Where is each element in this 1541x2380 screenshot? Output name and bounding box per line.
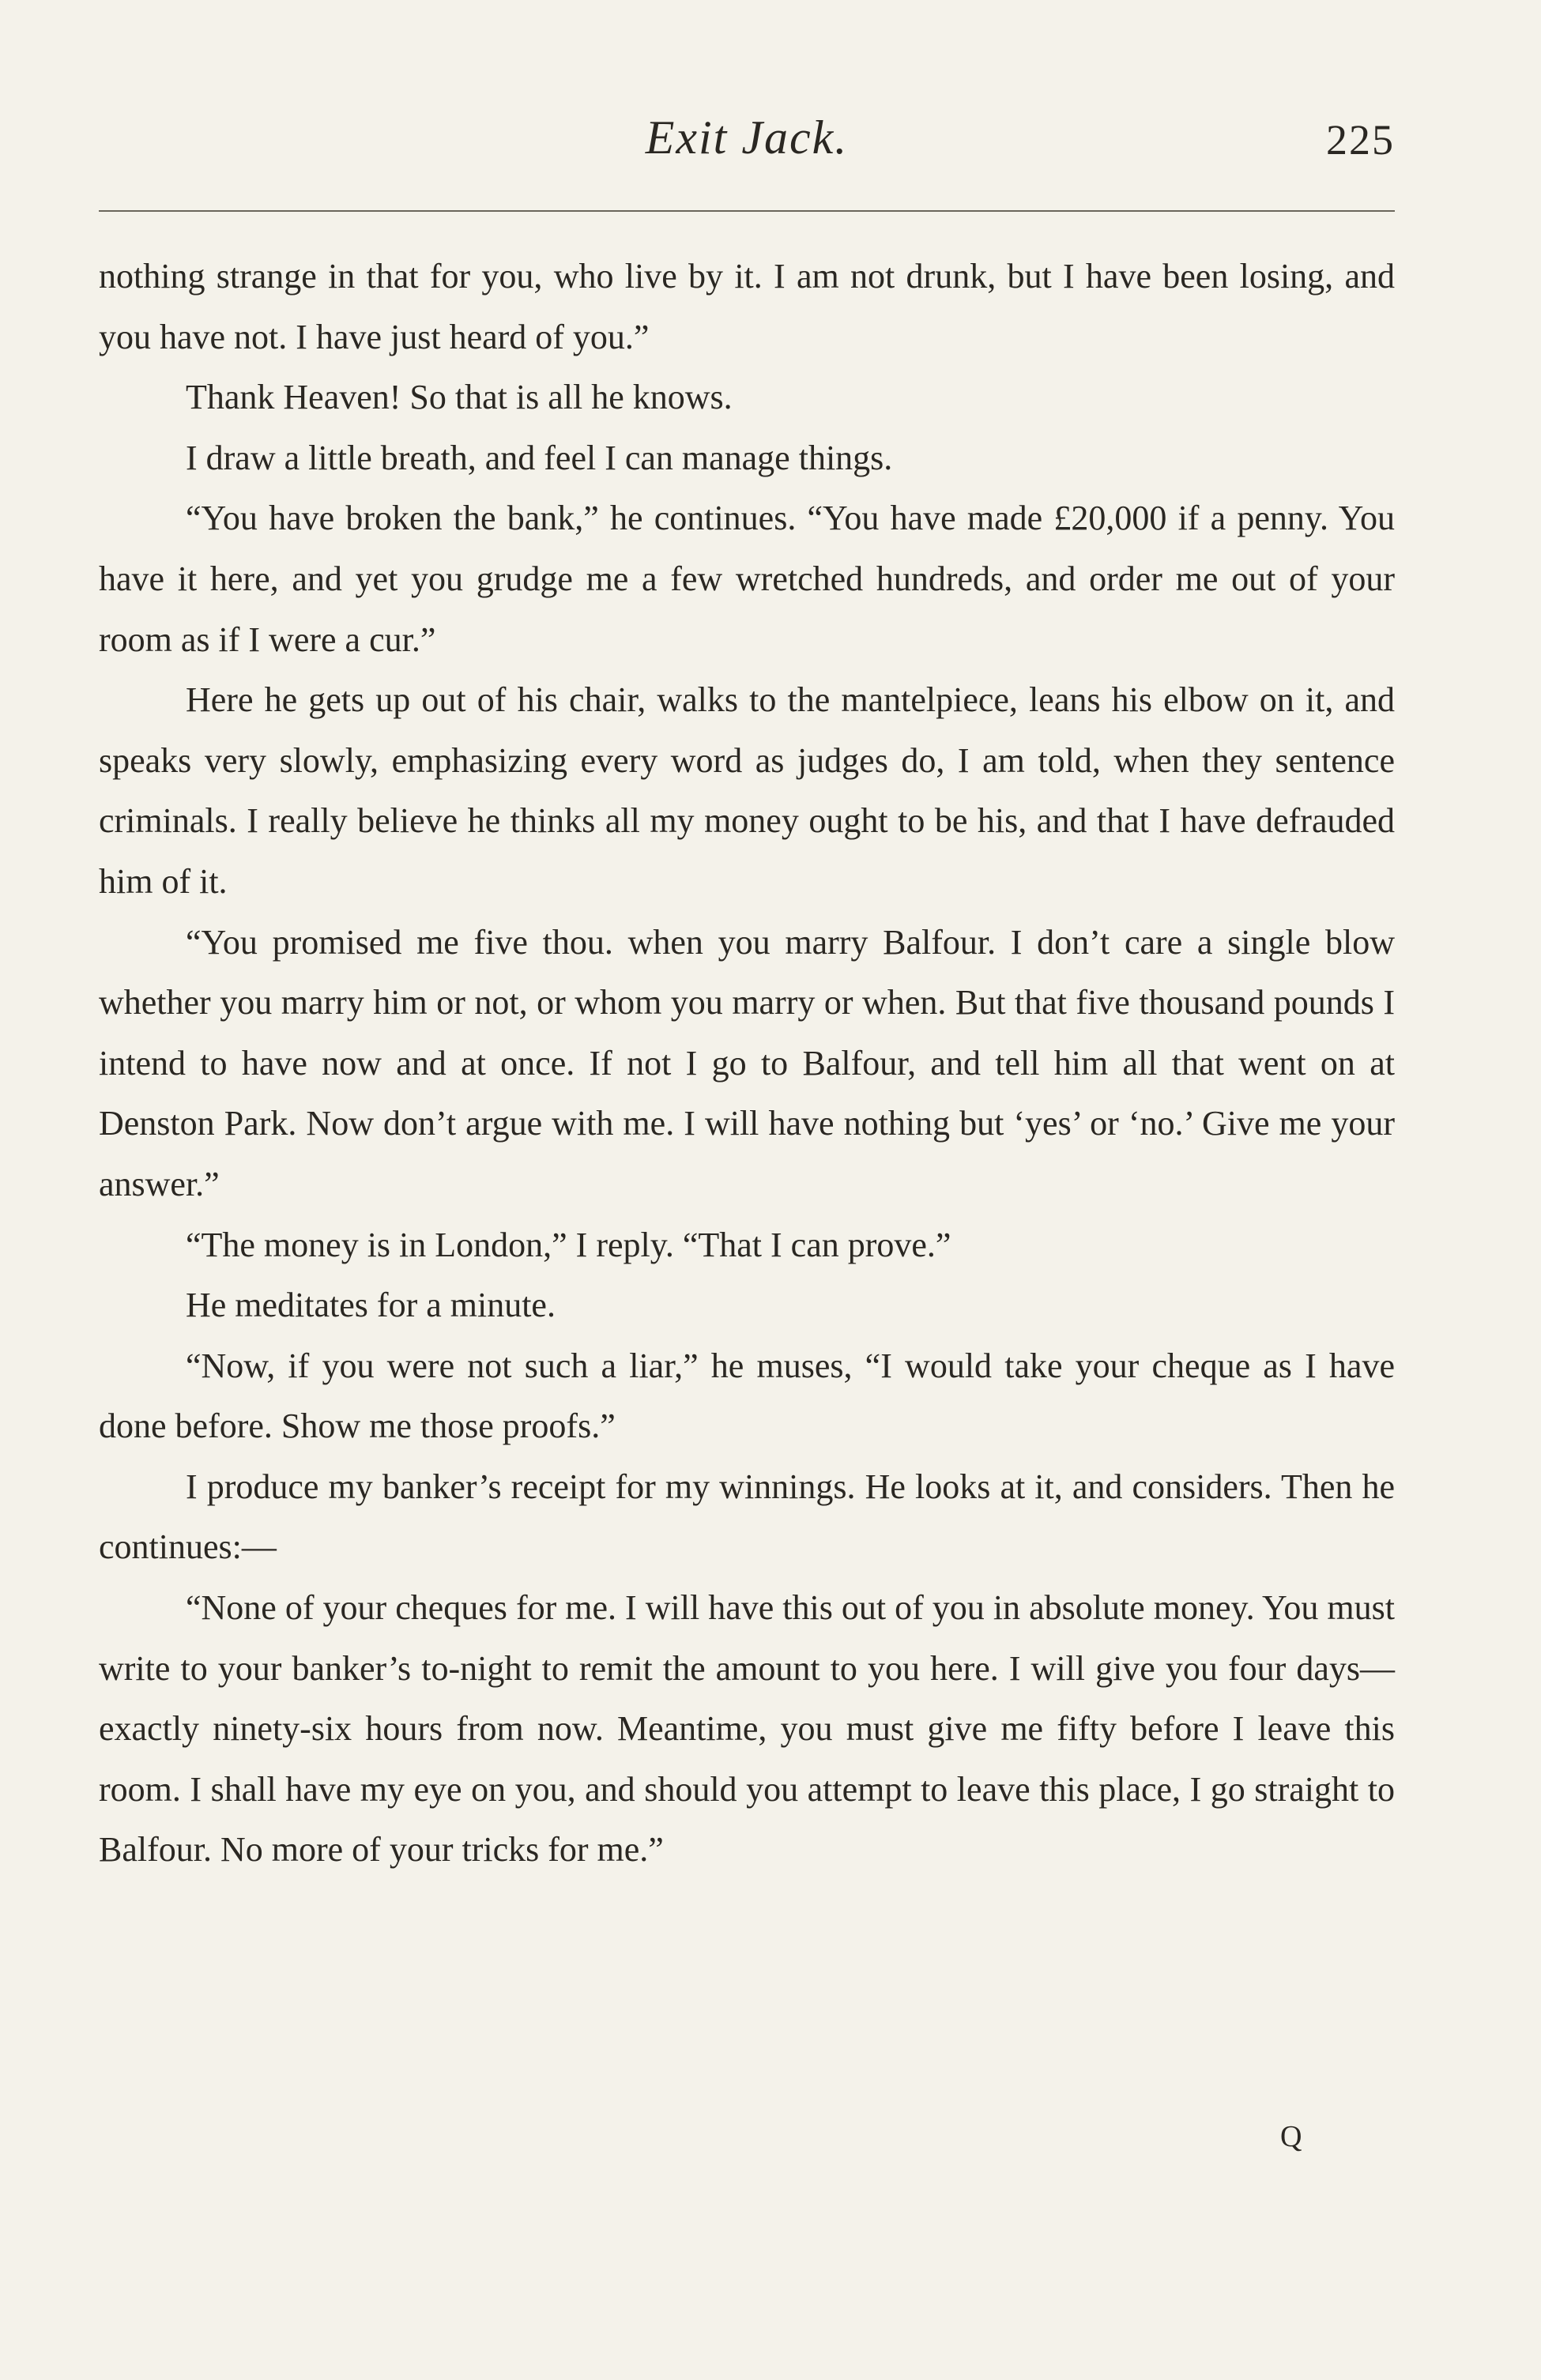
paragraph: “You promised me five thou. when you marry Balfour. I don’t care a single blow whether you marry him or not, or whom you marry or when. But that five thousand pounds I intend to have now and at once. If not I go to Balfour, and tell him all that went on at Denston Park. Now don’t argue with me. I will have nothing but ‘yes’ or ‘no.’ Give me your answer.”: [99, 922, 1395, 1203]
paragraph: I produce my banker’s receipt for my winnings. He looks at it, and considers. Then he continues:—: [99, 1467, 1395, 1567]
page-header: [99, 111, 1395, 174]
signature-mark: Q: [1280, 2120, 1302, 2153]
paragraph: Here he gets up out of his chair, walks to the mantelpiece, leans his elbow on it, and speaks very slowly, emphasizing every word as judges do, I am told, when they sentence criminals. I really believe he thinks all my money ought to be his, and that I have defrauded him of it.: [99, 680, 1395, 901]
header-rule: [99, 210, 1395, 212]
paragraph-continued: nothing strange in that for you, who live by it. I am not drunk, but I have been losing, and you have not. I have just heard of you.”: [99, 257, 1395, 356]
page-number: 225: [1326, 116, 1395, 164]
running-title: Exit Jack.: [645, 111, 849, 164]
paragraph: Thank Heaven! So that is all he knows.: [186, 378, 733, 417]
paragraph: “You have broken the bank,” he continues. “You have made £20,000 if a penny. You have it here, and yet you grudge me a few wretched hundreds, and order me out of your room as if I were a cur.”: [99, 499, 1395, 659]
paragraph: He meditates for a minute.: [186, 1286, 556, 1325]
paragraph: “None of your cheques for me. I will have this out of you in absolute money. You must write to your banker’s to-night to remit the amount to you here. I will give you four days—exactly ninety-six hours from now. Meantime, you must give me fifty before I leave this room. I shall have my eye on you, and should you attempt to leave this place, I go straight to Balfour. No more of your tricks for me.”: [99, 1588, 1395, 1870]
paragraph: “Now, if you were not such a liar,” he muses, “I would take your cheque as I have done before. Show me those proofs.”: [99, 1346, 1395, 1446]
paragraph: I draw a little breath, and feel I can manage things.: [186, 438, 893, 477]
body-text: [99, 247, 1395, 1881]
paragraph: “The money is in London,” I reply. “That I can prove.”: [186, 1225, 951, 1264]
